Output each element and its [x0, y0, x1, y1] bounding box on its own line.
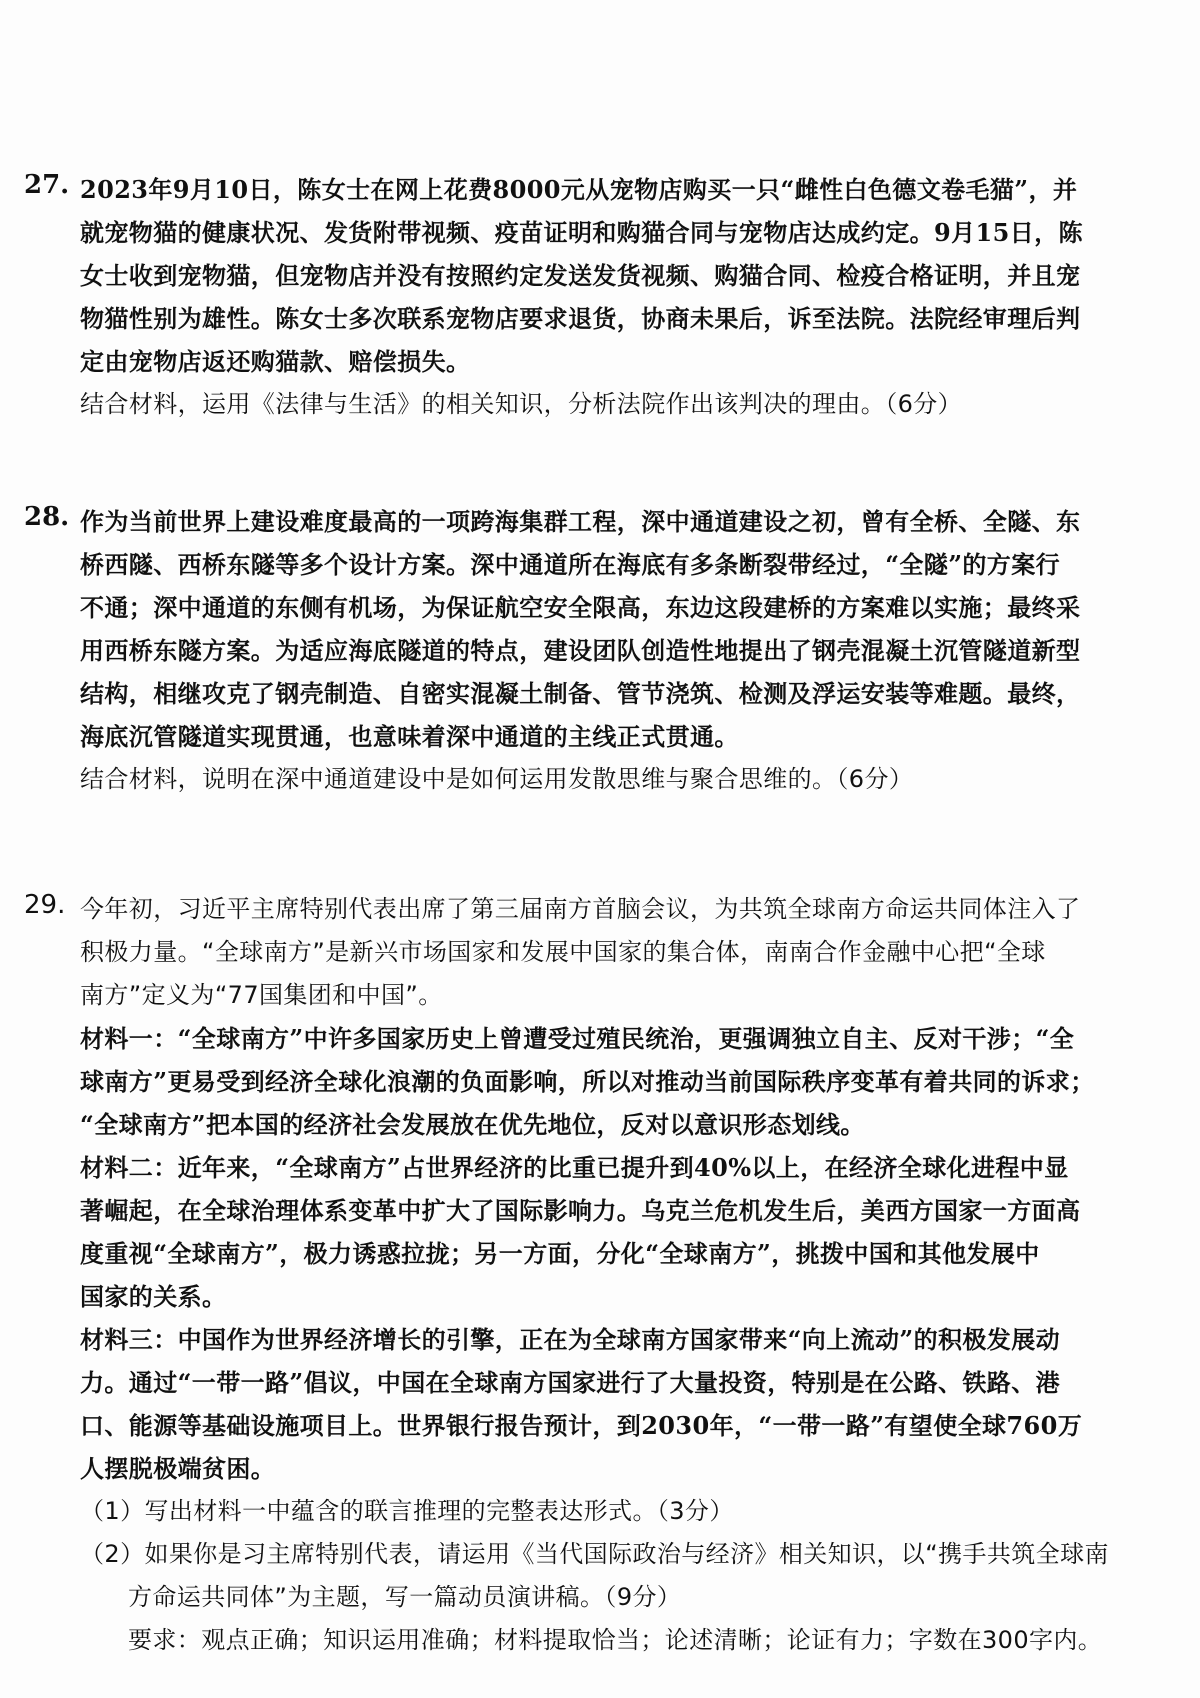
text-line: 桥西隧、西桥东隧等多个设计方案。深中通道所在海底有多条断裂带经过，“全隧”的方案行 [80, 550, 1061, 579]
question-29 [24, 888, 1144, 1662]
text-line: 度重视“全球南方”，极力诱惑拉拢；另一方面，分化“全球南方”，挑拨中国和其他发展中 [80, 1239, 1040, 1268]
text-line: 就宠物猫的健康状况、发货附带视频、疫苗证明和购猫合同与宠物店达成约定。9月15日，陈 [80, 218, 1083, 247]
text-line: 国家的关系。 [80, 1282, 227, 1311]
text-line: 用西桥东隧方案。为适应海底隧道的特点，建设团队创造性地提出了钢壳混凝土沉管隧道新型 [80, 636, 1081, 665]
text-line: 女士收到宠物猫，但宠物店并没有按照约定发送发货视频、购猫合同、检疫合格证明，并且宠 [80, 261, 1081, 290]
text-line: 球南方”更易受到经济全球化浪潮的负面影响，所以对推动当前国际秩序变革有着共同的诉求； [80, 1067, 1095, 1096]
question-number: 27. [24, 170, 70, 200]
material-one [80, 1017, 1144, 1146]
text-line: 口、能源等基础设施项目上。世界银行报告预计，到2030年，“一带一路”有望使全球760万 [80, 1411, 1083, 1440]
text-line: 材料一：“全球南方”中许多国家历史上曾遭受过殖民统治，更强调独立自主、反对干涉；“全 [80, 1024, 1075, 1053]
question-29-intro [80, 888, 1144, 1017]
question-number: 29. [24, 890, 66, 920]
text-line: 海底沉管隧道实现贯通，也意味着深中通道的主线正式贯通。 [80, 722, 739, 751]
material-three [80, 1318, 1144, 1490]
text-line: 物猫性别为雄性。陈女士多次联系宠物店要求退货，协商未果后，诉至法院。法院经审理后判 [80, 304, 1081, 333]
text-line: 著崛起，在全球治理体系变革中扩大了国际影响力。乌克兰危机发生后，美西方国家一方面高 [80, 1196, 1081, 1225]
text-line: 材料三：中国作为世界经济增长的引擎，正在为全球南方国家带来“向上流动”的积极发展动 [80, 1325, 1061, 1354]
question-28 [24, 500, 1144, 801]
question-27-material [80, 168, 1144, 383]
sub-question-1 [80, 1490, 1144, 1533]
material-two [80, 1146, 1144, 1318]
question-number: 28. [24, 502, 70, 532]
question-27 [24, 168, 1144, 426]
text-line: 定由宠物店返还购猫款、赔偿损失。 [80, 347, 471, 376]
text-line: 方命运共同体”为主题，写一篇动员演讲稿。（9分） [128, 1583, 682, 1611]
text-line: 2023年9月10日，陈女士在网上花费8000元从宠物店购买一只“雌性白色德文卷毛猫”，并 [80, 175, 1078, 204]
question-prompt: 结合材料，说明在深中通道建设中是如何运用发散思维与聚合思维的。（6分） [80, 765, 914, 793]
text-line: “全球南方”把本国的经济社会发展放在优先地位，反对以意识形态划线。 [80, 1110, 865, 1139]
text-line: 积极力量。“全球南方”是新兴市场国家和发展中国家的集合体，南南合作金融中心把“全球 [80, 938, 1046, 966]
question-prompt: 结合材料，运用《法律与生活》的相关知识，分析法院作出该判决的理由。（6分） [80, 390, 963, 418]
text-line: 今年初，习近平主席特别代表出席了第三届南方首脑会议，为共筑全球南方命运共同体注入了 [80, 895, 1081, 923]
requirement-line: 要求：观点正确；知识运用准确；材料提取恰当；论述清晰；论证有力；字数在300字内。 [128, 1626, 1103, 1654]
text-line: 力。通过“一带一路”倡议，中国在全球南方国家进行了大量投资，特别是在公路、铁路、港 [80, 1368, 1061, 1397]
text-line: 材料二：近年来，“全球南方”占世界经济的比重已提升到40%以上，在经济全球化进程中显 [80, 1153, 1069, 1182]
text-line: 不通；深中通道的东侧有机场，为保证航空安全限高，东边这段建桥的方案难以实施；最终采 [80, 593, 1081, 622]
text-line: （2）如果你是习主席特别代表，请运用《当代国际政治与经济》相关知识，以“携手共筑全球南 [80, 1540, 1109, 1568]
text-line: 结构，相继攻克了钢壳制造、自密实混凝土制备、管节浇筑、检测及浮运安装等难题。最终， [80, 679, 1081, 708]
text-line: （1）写出材料一中蕴含的联言推理的完整表达形式。（3分） [80, 1497, 734, 1525]
text-line: 作为当前世界上建设难度最高的一项跨海集群工程，深中通道建设之初，曾有全桥、全隧、东 [80, 507, 1081, 536]
sub-question-2 [80, 1533, 1144, 1662]
text-line: 南方”定义为“77国集团和中国”。 [80, 981, 443, 1009]
text-line: 人摆脱极端贫困。 [80, 1454, 276, 1483]
question-28-material [80, 500, 1144, 758]
